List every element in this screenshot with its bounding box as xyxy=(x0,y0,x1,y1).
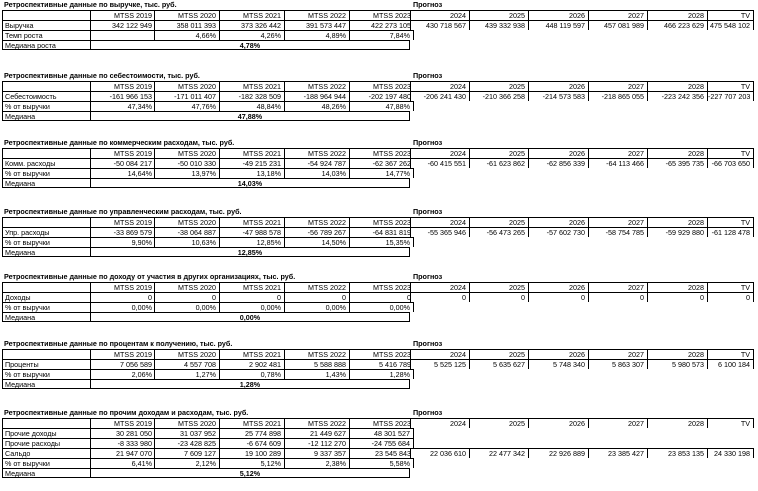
column-header[interactable]: 2028 xyxy=(647,148,707,158)
table-cell[interactable]: 23 385 427 xyxy=(588,448,647,458)
column-header[interactable]: MTSS 2023 xyxy=(349,148,414,158)
column-header[interactable]: 2027 xyxy=(588,349,647,359)
table-cell[interactable]: 358 011 393 xyxy=(154,20,219,30)
column-header[interactable]: MTSS 2023 xyxy=(349,217,414,227)
table-cell[interactable]: 4,66% xyxy=(154,30,219,40)
table-row xyxy=(0,448,758,458)
table-cell[interactable]: 0 xyxy=(647,292,707,302)
median-row xyxy=(0,312,758,322)
table-cell[interactable]: 5 863 307 xyxy=(588,359,647,369)
header-blank-cell xyxy=(2,10,90,20)
table-cell[interactable]: 47,76% xyxy=(154,101,219,111)
row-label[interactable]: % от выручки xyxy=(2,369,90,379)
table-cell[interactable]: 25 774 898 xyxy=(219,428,284,438)
header-blank-cell xyxy=(2,148,90,158)
table-cell[interactable]: 12,85% xyxy=(219,237,284,247)
table-row xyxy=(0,227,758,237)
column-header[interactable]: 2027 xyxy=(588,81,647,91)
median-label[interactable]: Медиана xyxy=(2,312,90,322)
section-title: Ретроспективные данные по себестоимости, тыс. руб. xyxy=(4,71,200,80)
table-cell[interactable]: 48,84% xyxy=(219,101,284,111)
column-header[interactable]: TV xyxy=(707,418,754,428)
table-cell[interactable]: 19 100 289 xyxy=(219,448,284,458)
table-cell[interactable]: -58 754 785 xyxy=(588,227,647,237)
table-cell[interactable]: 5 635 627 xyxy=(469,359,528,369)
table-cell[interactable]: 0,00% xyxy=(284,302,349,312)
column-header[interactable]: 2024 xyxy=(410,10,469,20)
table-cell[interactable]: -227 707 203 xyxy=(707,91,754,101)
column-header[interactable]: MTSS 2022 xyxy=(284,349,349,359)
section-title-row xyxy=(0,71,758,81)
table-cell[interactable]: -214 573 583 xyxy=(528,91,588,101)
header-blank-cell xyxy=(2,349,90,359)
table-cell[interactable]: 22 477 342 xyxy=(469,448,528,458)
median-label[interactable]: Медиана xyxy=(2,247,90,257)
row-label[interactable]: % от выручки xyxy=(2,237,90,247)
section-title: Ретроспективные данные по доходу от участия в других организациях, тыс. руб. xyxy=(4,272,296,281)
column-header[interactable]: TV xyxy=(707,282,754,292)
column-header[interactable]: MTSS 2020 xyxy=(154,349,219,359)
table-cell[interactable]: 5 980 573 xyxy=(647,359,707,369)
header-row xyxy=(0,148,758,158)
table-cell[interactable]: -171 011 407 xyxy=(154,91,219,101)
table-cell[interactable]: -8 333 980 xyxy=(90,438,155,448)
table-cell[interactable]: -56 789 267 xyxy=(284,227,349,237)
table-cell[interactable]: -60 415 551 xyxy=(410,158,469,168)
column-header[interactable]: MTSS 2023 xyxy=(349,418,414,428)
table-cell[interactable]: 0 xyxy=(219,292,284,302)
column-header[interactable]: MTSS 2022 xyxy=(284,10,349,20)
column-header[interactable]: 2027 xyxy=(588,10,647,20)
table-cell[interactable]: 21 947 070 xyxy=(90,448,155,458)
table-row xyxy=(0,438,758,448)
column-header[interactable]: TV xyxy=(707,217,754,227)
row-label[interactable]: Прочие расходы xyxy=(2,438,90,448)
table-cell[interactable]: 48,26% xyxy=(284,101,349,111)
table-cell[interactable]: -57 602 730 xyxy=(528,227,588,237)
table-cell[interactable]: 47,34% xyxy=(90,101,155,111)
column-header[interactable]: 2026 xyxy=(528,81,588,91)
table-cell[interactable]: -12 112 270 xyxy=(284,438,349,448)
table-cell[interactable]: 342 122 949 xyxy=(90,20,155,30)
table-cell[interactable]: 0,00% xyxy=(90,302,155,312)
table-cell[interactable]: 0 xyxy=(410,292,469,302)
table-cell[interactable]: 0 xyxy=(154,292,219,302)
table-cell[interactable]: -210 366 258 xyxy=(469,91,528,101)
table-cell[interactable]: 9,90% xyxy=(90,237,155,247)
column-header[interactable]: MTSS 2022 xyxy=(284,282,349,292)
header-blank-cell xyxy=(2,81,90,91)
table-cell[interactable]: 31 037 952 xyxy=(154,428,219,438)
table-cell[interactable]: 7,84% xyxy=(349,30,414,40)
column-header[interactable]: 2025 xyxy=(469,418,528,428)
median-row xyxy=(0,40,758,50)
row-label[interactable]: % от выручки xyxy=(2,101,90,111)
table-cell[interactable]: -56 473 265 xyxy=(469,227,528,237)
table-cell[interactable]: 15,35% xyxy=(349,237,414,247)
column-header[interactable]: MTSS 2019 xyxy=(90,349,155,359)
table-cell[interactable]: -61 128 478 xyxy=(707,227,754,237)
header-row xyxy=(0,81,758,91)
column-header[interactable]: 2025 xyxy=(469,10,528,20)
column-header[interactable]: MTSS 2021 xyxy=(219,418,284,428)
column-header[interactable]: 2024 xyxy=(410,349,469,359)
median-row xyxy=(0,178,758,188)
table-cell[interactable]: -202 197 480 xyxy=(349,91,414,101)
column-header[interactable]: 2028 xyxy=(647,349,707,359)
table-cell[interactable]: 9 337 357 xyxy=(284,448,349,458)
table-cell[interactable]: -59 929 880 xyxy=(647,227,707,237)
table-cell[interactable]: 6,41% xyxy=(90,458,155,468)
table-row xyxy=(0,458,758,468)
column-header[interactable]: 2025 xyxy=(469,148,528,158)
column-header[interactable]: 2026 xyxy=(528,418,588,428)
table-cell[interactable]: 4,89% xyxy=(284,30,349,40)
column-header[interactable]: MTSS 2020 xyxy=(154,418,219,428)
section-title-row xyxy=(0,272,758,282)
table-cell[interactable]: -62 856 339 xyxy=(528,158,588,168)
header-row xyxy=(0,10,758,20)
table-cell[interactable]: -61 623 862 xyxy=(469,158,528,168)
row-label[interactable]: % от выручки xyxy=(2,458,90,468)
table-cell[interactable]: -65 395 735 xyxy=(647,158,707,168)
column-header[interactable]: MTSS 2019 xyxy=(90,10,155,20)
column-header[interactable]: TV xyxy=(707,81,754,91)
table-cell[interactable]: -206 241 430 xyxy=(410,91,469,101)
row-label[interactable]: Сальдо xyxy=(2,448,90,458)
row-label[interactable]: Темп роста xyxy=(2,30,90,40)
column-header[interactable]: 2027 xyxy=(588,217,647,227)
column-header[interactable]: MTSS 2022 xyxy=(284,217,349,227)
column-header[interactable]: 2024 xyxy=(410,282,469,292)
column-header[interactable]: MTSS 2019 xyxy=(90,148,155,158)
column-header[interactable]: 2028 xyxy=(647,10,707,20)
median-value[interactable]: 0,00% xyxy=(90,312,410,322)
table-cell[interactable]: -64 831 819 xyxy=(349,227,414,237)
column-header[interactable]: MTSS 2019 xyxy=(90,217,155,227)
column-header[interactable]: MTSS 2020 xyxy=(154,217,219,227)
median-label[interactable]: Медиана xyxy=(2,468,90,478)
section-title-row xyxy=(0,207,758,217)
row-label[interactable]: % от выручки xyxy=(2,168,90,178)
column-header[interactable]: 2028 xyxy=(647,217,707,227)
column-header[interactable]: 2024 xyxy=(410,148,469,158)
column-header[interactable]: MTSS 2021 xyxy=(219,148,284,158)
table-cell[interactable]: 430 718 567 xyxy=(410,20,469,30)
header-blank-cell xyxy=(2,418,90,428)
column-header[interactable]: MTSS 2021 xyxy=(219,10,284,20)
table-cell[interactable]: 22 926 889 xyxy=(528,448,588,458)
table-cell[interactable]: 0 xyxy=(469,292,528,302)
column-header[interactable]: 2025 xyxy=(469,349,528,359)
table-cell[interactable]: -24 755 684 xyxy=(349,438,414,448)
table-cell[interactable]: -6 674 609 xyxy=(219,438,284,448)
column-header[interactable]: 2027 xyxy=(588,282,647,292)
table-cell[interactable]: 0 xyxy=(349,292,414,302)
column-header[interactable]: MTSS 2021 xyxy=(219,217,284,227)
table-cell[interactable]: -54 924 787 xyxy=(284,158,349,168)
section-title-row xyxy=(0,0,758,10)
column-header[interactable]: MTSS 2019 xyxy=(90,282,155,292)
table-cell[interactable]: 373 326 442 xyxy=(219,20,284,30)
table-cell[interactable]: 2,38% xyxy=(284,458,349,468)
table-cell[interactable]: 24 330 198 xyxy=(707,448,754,458)
table-cell[interactable]: -33 869 579 xyxy=(90,227,155,237)
table-cell[interactable]: 5 525 125 xyxy=(410,359,469,369)
median-label[interactable]: Медиана роста xyxy=(2,40,90,50)
column-header[interactable]: 2025 xyxy=(469,282,528,292)
table-cell[interactable]: 2,06% xyxy=(90,369,155,379)
column-header[interactable]: MTSS 2019 xyxy=(90,81,155,91)
section-title-row xyxy=(0,408,758,418)
table-row xyxy=(0,30,758,40)
table-row xyxy=(0,237,758,247)
column-header[interactable]: 2026 xyxy=(528,10,588,20)
forecast-label: Прогноз xyxy=(413,138,443,147)
table-row xyxy=(0,168,758,178)
section-title-row xyxy=(0,339,758,349)
table-row xyxy=(0,101,758,111)
column-header[interactable]: MTSS 2023 xyxy=(349,282,414,292)
table-row xyxy=(0,91,758,101)
median-value[interactable]: 4,78% xyxy=(90,40,410,50)
column-header[interactable]: MTSS 2021 xyxy=(219,349,284,359)
table-cell[interactable]: 1,27% xyxy=(154,369,219,379)
table-cell[interactable]: 7 609 127 xyxy=(154,448,219,458)
table-row xyxy=(0,428,758,438)
table-cell[interactable]: -188 964 944 xyxy=(284,91,349,101)
column-header[interactable]: 2026 xyxy=(528,217,588,227)
table-cell[interactable]: 0,00% xyxy=(219,302,284,312)
column-header[interactable]: 2025 xyxy=(469,217,528,227)
column-header[interactable]: MTSS 2023 xyxy=(349,10,414,20)
column-header[interactable]: TV xyxy=(707,148,754,158)
table-cell[interactable]: 0,78% xyxy=(219,369,284,379)
column-header[interactable]: MTSS 2020 xyxy=(154,148,219,158)
column-header[interactable]: MTSS 2023 xyxy=(349,349,414,359)
table-cell[interactable]: 23 545 843 xyxy=(349,448,414,458)
forecast-label: Прогноз xyxy=(413,0,443,9)
table-cell[interactable]: 23 853 135 xyxy=(647,448,707,458)
table-cell[interactable]: 30 281 050 xyxy=(90,428,155,438)
table-cell[interactable]: 2 902 481 xyxy=(219,359,284,369)
table-cell[interactable]: -50 084 217 xyxy=(90,158,155,168)
table-cell[interactable]: -182 328 509 xyxy=(219,91,284,101)
column-header[interactable]: TV xyxy=(707,349,754,359)
column-header[interactable]: 2027 xyxy=(588,148,647,158)
header-row xyxy=(0,217,758,227)
column-header[interactable]: MTSS 2022 xyxy=(284,418,349,428)
table-cell[interactable]: 22 036 610 xyxy=(410,448,469,458)
table-cell[interactable]: 5 748 340 xyxy=(528,359,588,369)
table-row xyxy=(0,359,758,369)
table-row xyxy=(0,292,758,302)
table-cell[interactable]: -66 703 650 xyxy=(707,158,754,168)
header-row xyxy=(0,418,758,428)
forecast-label: Прогноз xyxy=(413,272,443,281)
table-cell[interactable]: -64 113 466 xyxy=(588,158,647,168)
column-header[interactable]: 2024 xyxy=(410,418,469,428)
row-label[interactable]: Прочие доходы xyxy=(2,428,90,438)
section-title: Ретроспективные данные по выручке, тыс. руб. xyxy=(4,0,177,9)
section-title: Ретроспективные данные по процентам к получению, тыс. руб. xyxy=(4,339,233,348)
column-header[interactable]: MTSS 2022 xyxy=(284,81,349,91)
median-label[interactable]: Медиана xyxy=(2,379,90,389)
column-header[interactable]: MTSS 2020 xyxy=(154,10,219,20)
median-value[interactable]: 14,03% xyxy=(90,178,410,188)
table-cell[interactable]: 0,00% xyxy=(349,302,414,312)
median-row xyxy=(0,247,758,257)
table-cell[interactable]: 21 449 627 xyxy=(284,428,349,438)
table-cell[interactable]: -218 865 055 xyxy=(588,91,647,101)
forecast-label: Прогноз xyxy=(413,339,443,348)
section-title-row xyxy=(0,138,758,148)
table-cell[interactable]: -38 064 887 xyxy=(154,227,219,237)
median-value[interactable]: 47,88% xyxy=(90,111,410,121)
section-title: Ретроспективные данные по прочим доходам и расходам, тыс. руб. xyxy=(4,408,249,417)
row-label[interactable]: Выручка xyxy=(2,20,90,30)
median-label[interactable]: Медиана xyxy=(2,111,90,121)
table-cell[interactable]: 14,64% xyxy=(90,168,155,178)
table-cell[interactable]: 1,43% xyxy=(284,369,349,379)
column-header[interactable]: 2028 xyxy=(647,418,707,428)
table-cell[interactable]: -62 367 262 xyxy=(349,158,414,168)
table-cell[interactable]: 422 273 105 xyxy=(349,20,414,30)
median-value[interactable]: 1,28% xyxy=(90,379,410,389)
table-cell[interactable]: 0 xyxy=(707,292,754,302)
header-row xyxy=(0,349,758,359)
table-cell[interactable]: 2,12% xyxy=(154,458,219,468)
table-cell[interactable]: 457 081 989 xyxy=(588,20,647,30)
column-header[interactable]: MTSS 2020 xyxy=(154,282,219,292)
table-cell[interactable]: 4,26% xyxy=(219,30,284,40)
table-cell[interactable]: -47 988 578 xyxy=(219,227,284,237)
median-row xyxy=(0,111,758,121)
table-cell[interactable]: 439 332 938 xyxy=(469,20,528,30)
table-cell[interactable]: 1,28% xyxy=(349,369,414,379)
row-label[interactable]: Себестоимость xyxy=(2,91,90,101)
column-header[interactable]: MTSS 2022 xyxy=(284,148,349,158)
column-header[interactable]: 2027 xyxy=(588,418,647,428)
table-cell[interactable]: 0,00% xyxy=(154,302,219,312)
median-label[interactable]: Медиана xyxy=(2,178,90,188)
column-header[interactable]: 2026 xyxy=(528,148,588,158)
table-cell[interactable]: 14,77% xyxy=(349,168,414,178)
column-header[interactable]: TV xyxy=(707,10,754,20)
table-cell[interactable]: 391 573 447 xyxy=(284,20,349,30)
table-cell[interactable]: 13,97% xyxy=(154,168,219,178)
table-cell[interactable]: 14,50% xyxy=(284,237,349,247)
table-cell[interactable]: 7 056 589 xyxy=(90,359,155,369)
column-header[interactable]: 2028 xyxy=(647,282,707,292)
row-label[interactable]: Доходы xyxy=(2,292,90,302)
column-header[interactable]: MTSS 2021 xyxy=(219,81,284,91)
forecast-label: Прогноз xyxy=(413,71,443,80)
table-cell[interactable]: 466 223 629 xyxy=(647,20,707,30)
header-row xyxy=(0,282,758,292)
row-label[interactable]: Проценты xyxy=(2,359,90,369)
column-header[interactable]: 2025 xyxy=(469,81,528,91)
table-cell[interactable]: -223 242 356 xyxy=(647,91,707,101)
table-cell[interactable]: 4 557 708 xyxy=(154,359,219,369)
column-header[interactable]: 2026 xyxy=(528,282,588,292)
table-cell[interactable]: 0 xyxy=(284,292,349,302)
table-cell[interactable]: -49 215 231 xyxy=(219,158,284,168)
forecast-label: Прогноз xyxy=(413,408,443,417)
column-header[interactable]: MTSS 2021 xyxy=(219,282,284,292)
column-header[interactable]: MTSS 2023 xyxy=(349,81,414,91)
table-cell[interactable]: 10,63% xyxy=(154,237,219,247)
row-label[interactable]: Комм. расходы xyxy=(2,158,90,168)
table-cell[interactable]: 14,03% xyxy=(284,168,349,178)
row-label[interactable]: Упр. расходы xyxy=(2,227,90,237)
table-cell[interactable]: 5 588 888 xyxy=(284,359,349,369)
header-blank-cell xyxy=(2,282,90,292)
table-cell[interactable]: -55 365 946 xyxy=(410,227,469,237)
column-header[interactable]: MTSS 2020 xyxy=(154,81,219,91)
table-cell[interactable]: 5,58% xyxy=(349,458,414,468)
forecast-label: Прогноз xyxy=(413,207,443,216)
table-cell[interactable]: 47,88% xyxy=(349,101,414,111)
table-row xyxy=(0,158,758,168)
table-cell[interactable]: 13,18% xyxy=(219,168,284,178)
section-title: Ретроспективные данные по управленческим расходам, тыс. руб. xyxy=(4,207,242,216)
median-value[interactable]: 5,12% xyxy=(90,468,410,478)
table-row xyxy=(0,20,758,30)
column-header[interactable]: 2028 xyxy=(647,81,707,91)
table-cell[interactable]: 6 100 184 xyxy=(707,359,754,369)
table-row xyxy=(0,369,758,379)
header-blank-cell xyxy=(2,217,90,227)
table-cell[interactable]: 5 416 789 xyxy=(349,359,414,369)
table-cell[interactable]: 5,12% xyxy=(219,458,284,468)
median-value[interactable]: 12,85% xyxy=(90,247,410,257)
table-cell[interactable] xyxy=(90,30,155,40)
median-row xyxy=(0,379,758,389)
table-cell[interactable]: 475 548 102 xyxy=(707,20,754,30)
column-header[interactable]: 2024 xyxy=(410,81,469,91)
section-title: Ретроспективные данные по коммерческим расходам, тыс. руб. xyxy=(4,138,235,147)
table-cell[interactable]: 48 301 527 xyxy=(349,428,414,438)
column-header[interactable]: MTSS 2019 xyxy=(90,418,155,428)
row-label[interactable]: % от выручки xyxy=(2,302,90,312)
median-row xyxy=(0,468,758,478)
table-cell[interactable]: 0 xyxy=(528,292,588,302)
table-cell[interactable]: 448 119 597 xyxy=(528,20,588,30)
table-cell[interactable]: -161 966 153 xyxy=(90,91,155,101)
column-header[interactable]: 2026 xyxy=(528,349,588,359)
table-cell[interactable]: 0 xyxy=(588,292,647,302)
table-cell[interactable]: 0 xyxy=(90,292,155,302)
table-row xyxy=(0,302,758,312)
table-cell[interactable]: -23 428 825 xyxy=(154,438,219,448)
column-header[interactable]: 2024 xyxy=(410,217,469,227)
table-cell[interactable]: -50 010 330 xyxy=(154,158,219,168)
